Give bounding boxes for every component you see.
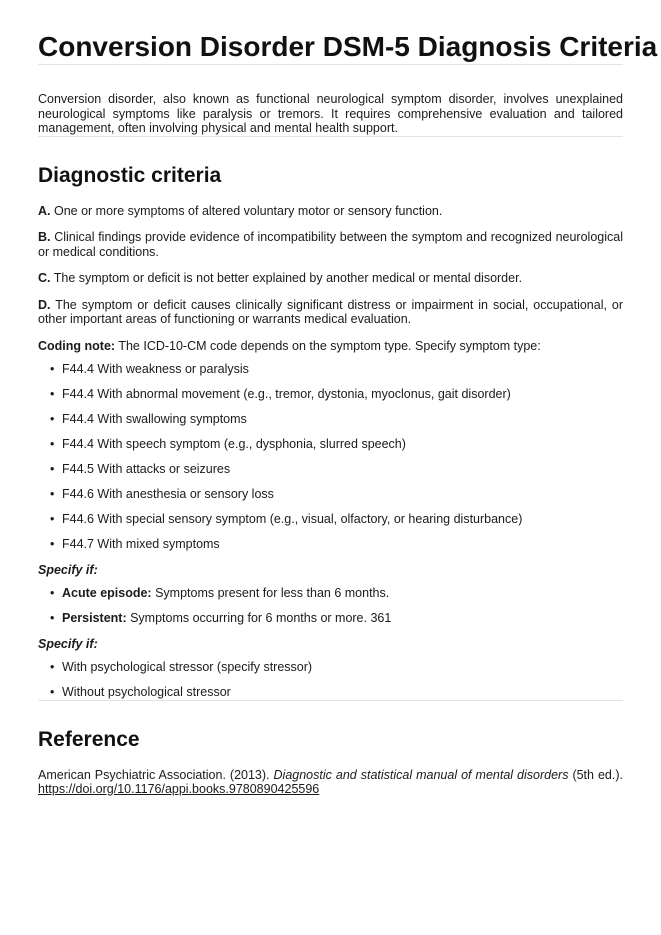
criterion-a-text: One or more symptoms of altered voluntary motor or sensory function. (53, 203, 443, 218)
list-item: • F44.6 With anesthesia or sensory loss (62, 487, 623, 502)
criterion-b-text: Clinical findings provide evidence of incompatibility between the symptom and recognized neurological or medical conditions. (38, 230, 623, 259)
list-item: • F44.5 With attacks or seizures (62, 462, 623, 477)
list-item: • F44.4 With weakness or paralysis (62, 362, 623, 377)
list-item: • F44.4 With speech symptom (e.g., dysphonia, slurred speech) (62, 437, 623, 452)
criterion-a (38, 204, 623, 219)
criterion-d-label: D. (38, 297, 51, 312)
criterion-d (38, 298, 623, 327)
divider (38, 64, 623, 65)
citation-book-title: Diagnostic and statistical manual of mental disorders (273, 767, 569, 782)
list-item: • With psychological stressor (specify stressor) (62, 660, 623, 675)
specify-duration-heading: Specify if: (38, 562, 98, 577)
duration-item-text: Symptoms present for less than 6 months. (155, 586, 390, 600)
criterion-b-label: B. (38, 230, 51, 244)
divider (38, 700, 623, 701)
criterion-b (38, 230, 623, 259)
list-item: • F44.7 With mixed symptoms (62, 537, 623, 552)
coding-note-text: The ICD-10-CM code depends on the symptom type. Specify symptom type: (118, 338, 541, 353)
specify-stressor-list (38, 660, 623, 700)
doi-link[interactable]: https://doi.org/10.1176/appi.books.9780890425596 (38, 782, 320, 796)
duration-item-label: Acute episode: (62, 586, 152, 600)
criterion-c-text: The symptom or deficit is not better explained by another medical or mental disorder. (53, 271, 523, 285)
list-item (62, 586, 623, 601)
duration-item-text: Symptoms occurring for 6 months or more. 361 (130, 611, 392, 625)
criterion-d-text: The symptom or deficit causes clinically significant distress or impairment in social, occupational, or other important areas of functioning or warrants medical evaluation. (38, 297, 624, 326)
document-title: Conversion Disorder DSM-5 Diagnosis Criteria (38, 31, 658, 62)
criterion-c (38, 271, 623, 286)
coding-note (38, 339, 623, 354)
list-item (62, 611, 623, 626)
symptom-type-list (38, 362, 623, 552)
criterion-a-label: A. (38, 203, 51, 218)
list-item: • F44.4 With swallowing symptoms (62, 412, 623, 427)
section-heading-reference: Reference (38, 727, 140, 751)
criterion-c-label: C. (38, 271, 51, 285)
duration-item-label: Persistent: (62, 611, 127, 625)
citation-text: American Psychiatric Association. (2013). (38, 767, 274, 782)
section-heading-diagnostic-criteria: Diagnostic criteria (38, 163, 222, 187)
specify-stressor-heading: Specify if: (38, 636, 98, 651)
coding-note-label: Coding note: (38, 338, 116, 353)
list-item: • F44.4 With abnormal movement (e.g., tremor, dystonia, myoclonus, gait disorder) (62, 387, 623, 402)
divider (38, 136, 623, 137)
reference-citation (38, 768, 623, 797)
specify-duration-list (38, 586, 623, 626)
citation-edition: (5th ed.). (568, 767, 623, 782)
list-item: • Without psychological stressor (62, 685, 623, 700)
list-item: • F44.6 With special sensory symptom (e.g., visual, olfactory, or hearing disturbance) (62, 512, 623, 527)
intro-paragraph: Conversion disorder, also known as functional neurological symptom disorder, involves unexplained neurological symptoms like paralysis or tremors. It requires comprehensive evaluation and tailored management, often involving physical and mental health support. (38, 92, 623, 135)
